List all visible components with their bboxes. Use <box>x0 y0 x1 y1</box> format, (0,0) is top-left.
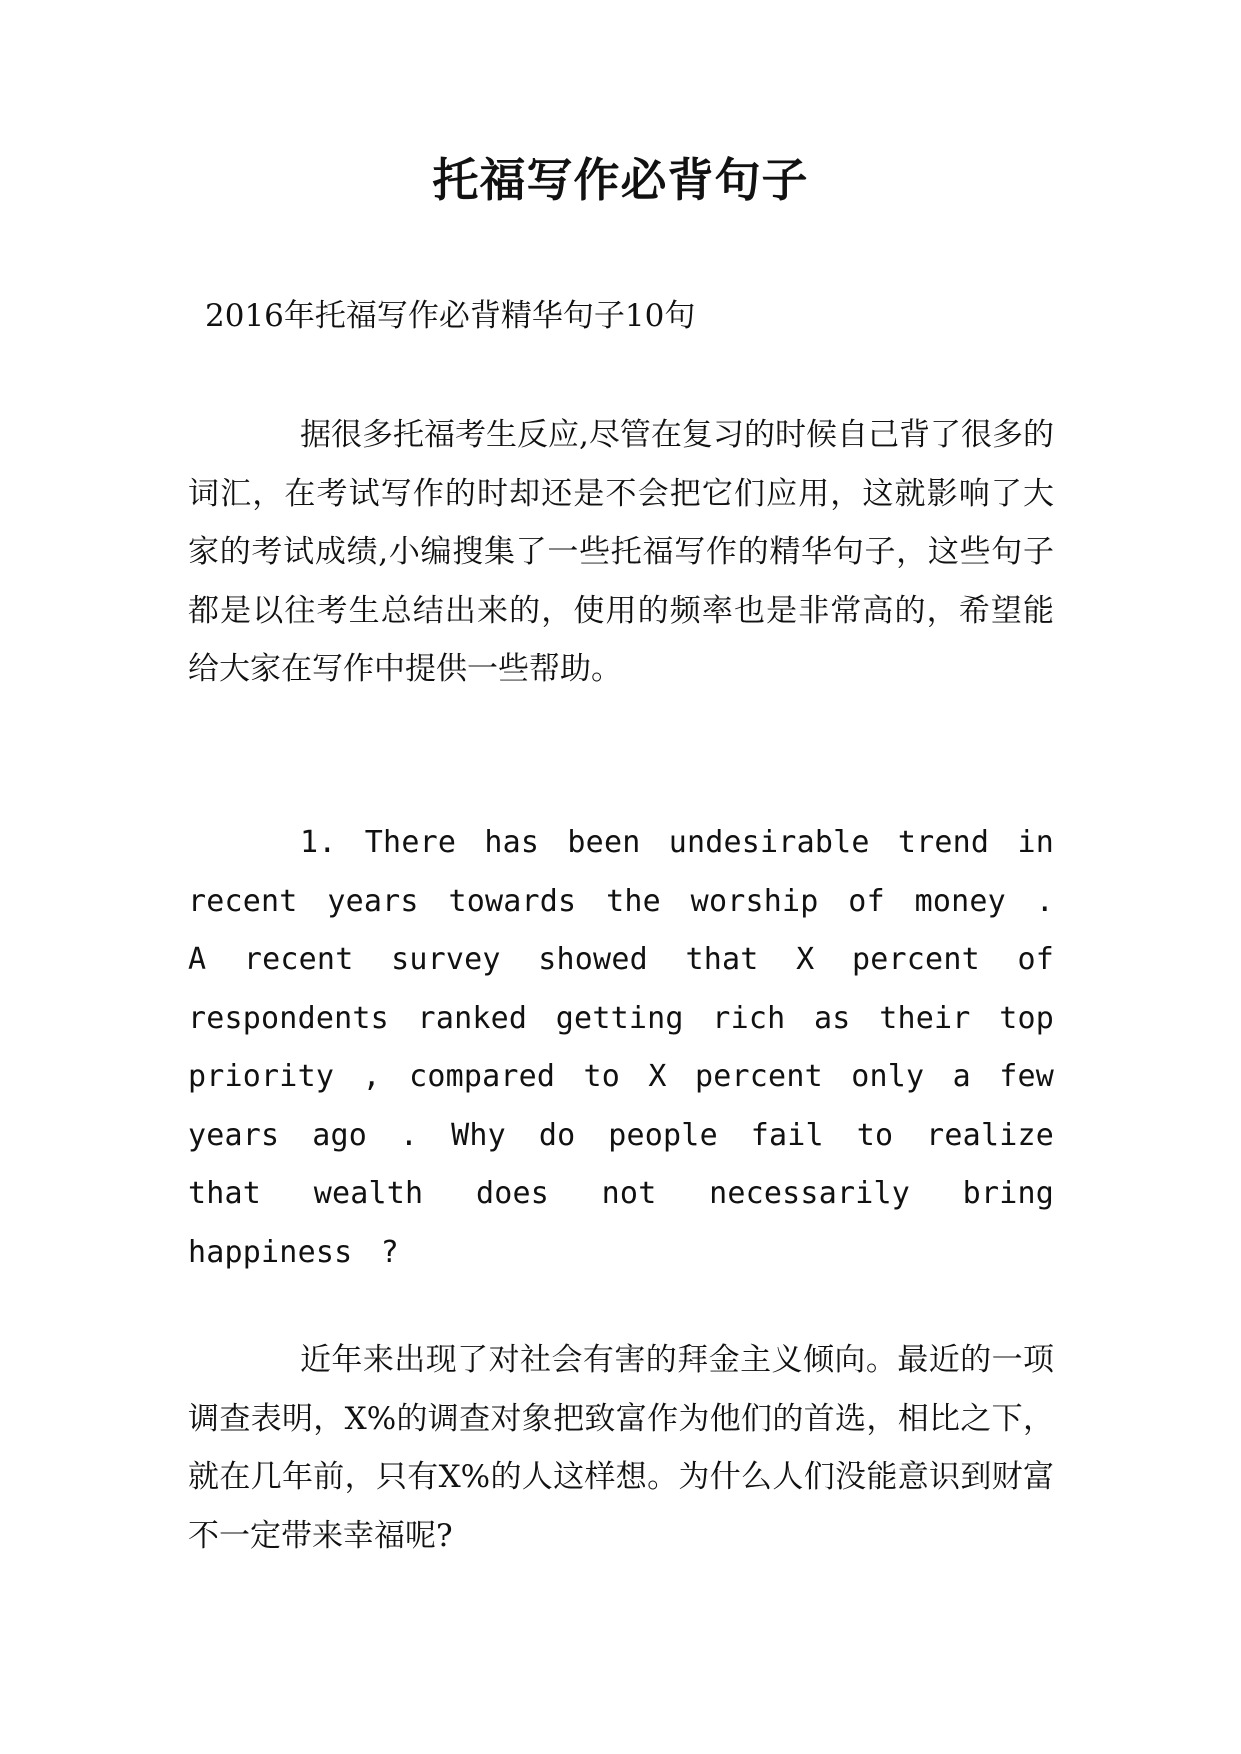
document-subtitle: 2016年托福写作必背精华句子10句 <box>205 298 696 334</box>
sentence-1-chinese: 近年来出现了对社会有害的拜金主义倾向。最近的一项调查表明，X%的调查对象把致富作为他们的首选，相比之下，就在几年前，只有X%的人这样想。为什么人们没能意识到财富不一定带来幸福呢? <box>188 1342 1054 1554</box>
sentence-1-english: 1. There has been undesirable trend in recent years towards the worship of money . A recent survey showed that X percent of respondents ranked getting rich as their top priority , compared to X percent only a few years ago . Why do people fail to realize that wealth does not necessarily bring happiness ? <box>188 825 1054 1270</box>
intro-paragraph: 据很多托福考生反应,尽管在复习的时候自己背了很多的词汇，在考试写作的时却还是不会把它们应用，这就影响了大家的考试成绩,小编搜集了一些托福写作的精华句子，这些句子都是以往考生总结出来的，使用的频率也是非常高的，希望能给大家在写作中提供一些帮助。 <box>188 417 1054 687</box>
document-title: 托福写作必背句子 <box>432 153 809 207</box>
